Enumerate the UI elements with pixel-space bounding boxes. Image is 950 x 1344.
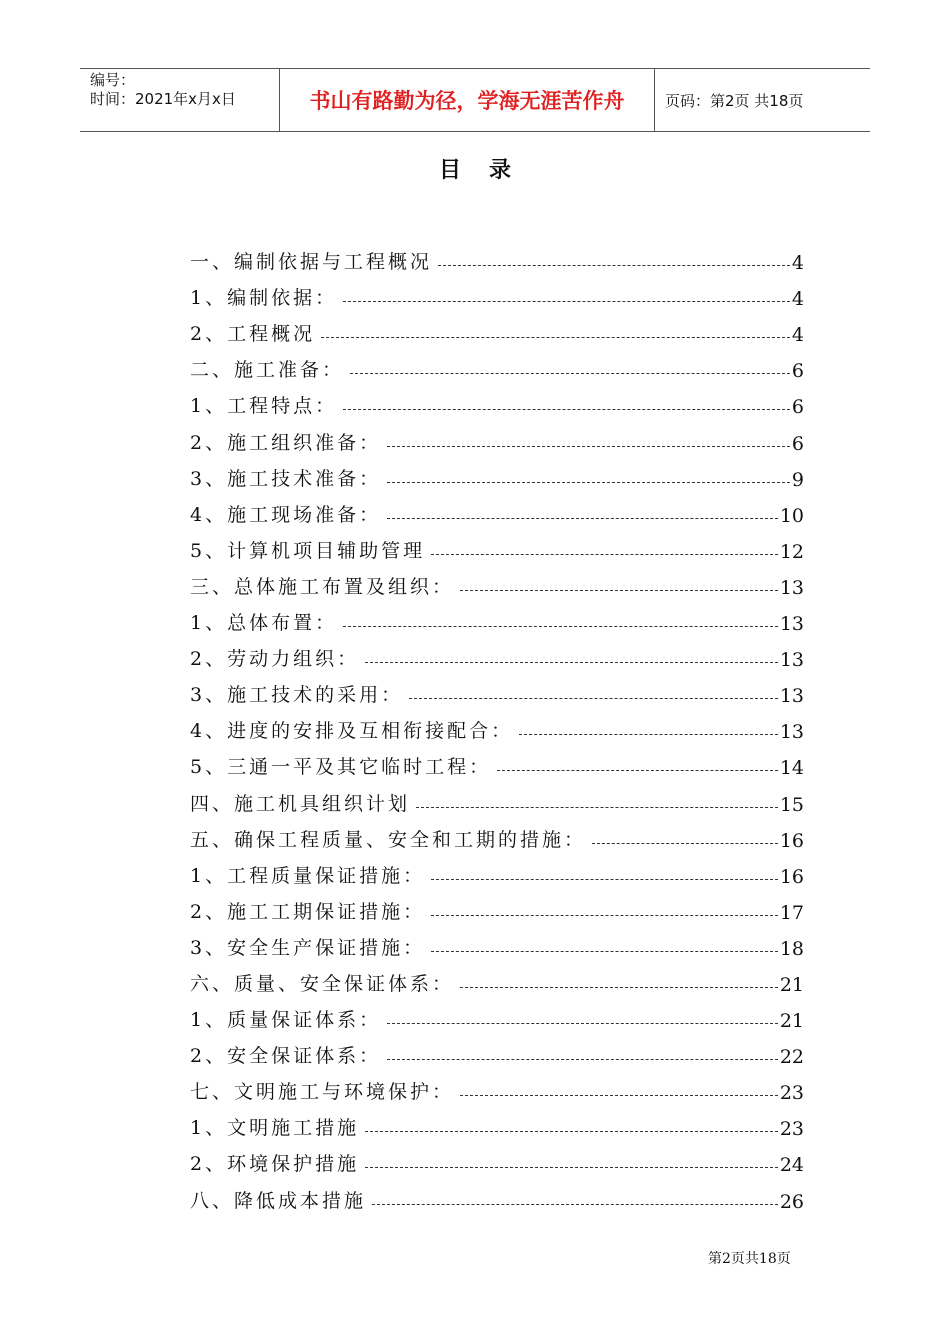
toc-entry-label: 4、进度的安排及互相衔接配合： [190, 720, 514, 743]
toc-leader [387, 1023, 778, 1024]
toc-leader [497, 770, 778, 771]
toc-leader [438, 265, 790, 266]
toc-leader [387, 446, 790, 447]
toc-leader [321, 337, 790, 338]
toc-entry-label: 2、工程概况 [190, 323, 316, 346]
toc-entry-label: 5、三通一平及其它临时工程： [190, 756, 492, 779]
toc-entry[interactable] [190, 274, 804, 310]
toc-entry-page: 6 [791, 432, 804, 455]
toc-entry-label: 七、文明施工与环境保护： [190, 1081, 455, 1104]
toc-entry-label: 1、总体布置： [190, 612, 338, 635]
toc-entry-page: 4 [791, 324, 804, 347]
toc-entry[interactable] [190, 1140, 804, 1176]
toc-entry-label: 1、工程质量保证措施： [190, 864, 426, 887]
toc-entry[interactable] [190, 707, 804, 743]
toc-entry-page: 24 [779, 1154, 804, 1177]
toc-leader [343, 301, 790, 302]
toc-entry-label: 四、施工机具组织计划 [190, 792, 411, 815]
toc-entry-page: 6 [791, 360, 804, 383]
toc-leader [431, 915, 778, 916]
toc-leader [372, 1204, 778, 1205]
toc-leader [343, 409, 790, 410]
toc-entry-label: 5、计算机项目辅助管理 [190, 539, 426, 562]
toc-entry-label: 1、编制依据： [190, 287, 338, 310]
toc-leader [409, 698, 778, 699]
toc-leader [365, 1167, 778, 1168]
toc-entry-label: 六、质量、安全保证体系： [190, 972, 455, 995]
toc-entry-label: 4、施工现场准备： [190, 503, 382, 526]
time-label: 时间：2021年x月x日 [90, 90, 236, 108]
toc-entry-page: 18 [779, 937, 804, 960]
toc-entry-label: 3、安全生产保证措施： [190, 936, 426, 959]
toc-entry-page: 15 [779, 793, 804, 816]
toc-entry-page: 13 [779, 721, 804, 744]
toc-leader [431, 879, 778, 880]
toc-entry-label: 3、施工技术准备： [190, 467, 382, 490]
toc-entry[interactable] [190, 599, 804, 635]
toc-entry-page: 13 [779, 613, 804, 636]
toc-entry[interactable] [190, 418, 804, 454]
toc-entry-label: 1、工程特点： [190, 395, 338, 418]
toc-entry-label: 一、编制依据与工程概况 [190, 251, 433, 274]
toc-leader [416, 807, 778, 808]
toc-leader [431, 951, 778, 952]
toc-leader [431, 554, 778, 555]
toc-entry[interactable] [190, 455, 804, 491]
toc-entry-page: 13 [779, 576, 804, 599]
toc-entry[interactable] [190, 671, 804, 707]
toc-entry-page: 22 [779, 1046, 804, 1069]
toc-entry-page: 13 [779, 685, 804, 708]
toc-leader [519, 734, 778, 735]
toc-entry-page: 10 [779, 504, 804, 527]
header-motto: 书山有路勤为径，学海无涯苦作舟 [280, 69, 655, 131]
toc-entry[interactable] [190, 779, 804, 815]
toc-entry-label: 五、确保工程质量、安全和工期的措施： [190, 828, 587, 851]
toc-entry-label: 2、施工工期保证措施： [190, 900, 426, 923]
toc-entry-page: 16 [779, 865, 804, 888]
toc-entry-page: 23 [779, 1118, 804, 1141]
toc-entry[interactable] [190, 852, 804, 888]
toc-entry-page: 13 [779, 649, 804, 672]
table-of-contents [190, 238, 804, 1213]
toc-leader [350, 373, 790, 374]
toc-entry-label: 1、文明施工措施 [190, 1117, 360, 1140]
number-label: 编号： [90, 71, 136, 89]
toc-leader [387, 518, 778, 519]
page-header [80, 68, 870, 132]
header-page-info: 页码：第2页 共18页 [665, 91, 804, 110]
page-footer: 第2页共18页 [708, 1251, 791, 1267]
toc-leader [343, 626, 778, 627]
toc-entry[interactable] [190, 382, 804, 418]
toc-entry-page: 21 [779, 973, 804, 996]
toc-entry[interactable] [190, 1032, 804, 1068]
header-meta [80, 69, 280, 131]
toc-leader [592, 843, 778, 844]
toc-entry-page: 23 [779, 1082, 804, 1105]
toc-leader [387, 1059, 778, 1060]
toc-entry-page: 6 [791, 396, 804, 419]
toc-entry-label: 二、施工准备： [190, 359, 345, 382]
toc-entry[interactable] [190, 491, 804, 527]
toc-entry[interactable] [190, 527, 804, 563]
page-title: 目录 [438, 158, 539, 183]
toc-entry-label: 2、安全保证体系： [190, 1045, 382, 1068]
toc-leader [460, 987, 778, 988]
toc-entry-label: 2、施工组织准备： [190, 431, 382, 454]
toc-entry[interactable] [190, 310, 804, 346]
toc-entry-label: 2、劳动力组织： [190, 648, 360, 671]
toc-entry[interactable] [190, 238, 804, 274]
toc-entry-page: 4 [791, 288, 804, 311]
toc-entry-label: 1、质量保证体系： [190, 1009, 382, 1032]
toc-leader [387, 482, 790, 483]
toc-entry-page: 16 [779, 829, 804, 852]
toc-entry-page: 12 [779, 540, 804, 563]
toc-entry[interactable] [190, 888, 804, 924]
toc-entry[interactable] [190, 346, 804, 382]
toc-entry[interactable] [190, 1176, 804, 1212]
toc-entry[interactable] [190, 960, 804, 996]
toc-entry-page: 21 [779, 1010, 804, 1033]
toc-leader [460, 1095, 778, 1096]
toc-entry[interactable] [190, 924, 804, 960]
toc-entry-label: 八、降低成本措施 [190, 1189, 367, 1212]
toc-entry[interactable] [190, 563, 804, 599]
toc-entry-label: 三、总体施工布置及组织： [190, 575, 455, 598]
toc-entry-page: 9 [791, 468, 804, 491]
toc-entry[interactable] [190, 1068, 804, 1104]
toc-entry[interactable] [190, 996, 804, 1032]
toc-entry-page: 17 [779, 901, 804, 924]
toc-entry[interactable] [190, 743, 804, 779]
toc-leader [460, 590, 778, 591]
toc-leader [365, 1131, 778, 1132]
toc-entry[interactable] [190, 816, 804, 852]
toc-entry-page: 26 [779, 1190, 804, 1213]
toc-entry[interactable] [190, 635, 804, 671]
toc-entry-label: 2、环境保护措施 [190, 1153, 360, 1176]
toc-entry-label: 3、施工技术的采用： [190, 684, 404, 707]
toc-entry-page: 14 [779, 757, 804, 780]
toc-leader [365, 662, 778, 663]
toc-entry[interactable] [190, 1104, 804, 1140]
toc-entry-page: 4 [791, 252, 804, 275]
